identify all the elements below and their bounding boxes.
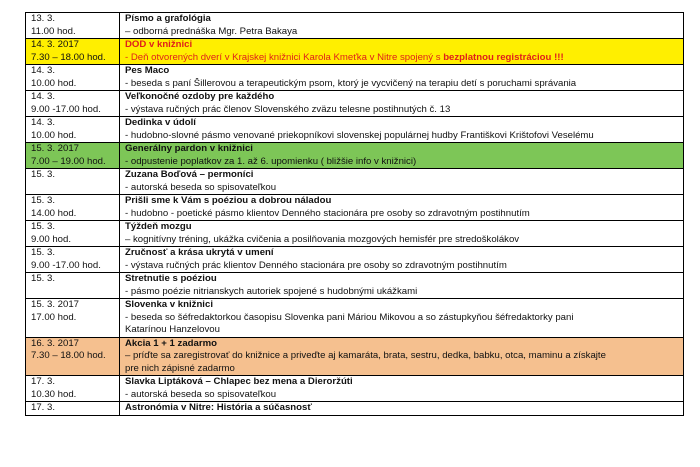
event-time: 10.30 hod.	[26, 389, 120, 402]
event-row-detail	[26, 234, 684, 247]
event-row-title	[26, 273, 684, 286]
event-date: 15. 3.	[26, 247, 120, 260]
event-rows	[26, 13, 684, 416]
event-date: 15. 3.	[26, 273, 120, 286]
event-time	[26, 415, 120, 416]
event-row-detail	[26, 78, 684, 91]
event-row-detail	[26, 130, 684, 143]
event-row-title	[26, 13, 684, 26]
event-title: Prišli sme k Vám s poéziou a dobrou náladou	[120, 195, 684, 208]
event-date: 15. 3. 2017	[26, 143, 120, 156]
event-description-text: - beseda so šéfredaktorkou časopisu Slovenka pani Máriou Mikovou a so zástupkyňou šéfredaktorky pani	[125, 311, 574, 323]
event-time	[26, 182, 120, 195]
event-description	[120, 415, 684, 416]
event-title: Zručnosť a krása ukrytá v umení	[120, 247, 684, 260]
event-title: Týždeň mozgu	[120, 221, 684, 234]
event-title: DOD v knižnici	[120, 39, 684, 52]
event-description	[120, 260, 684, 273]
event-row-detail	[26, 312, 684, 338]
event-description	[120, 389, 684, 402]
event-title: Dedinka v údolí	[120, 117, 684, 130]
event-title: Generálny pardon v knižnici	[120, 143, 684, 156]
event-date: 16. 3. 2017	[26, 337, 120, 350]
event-time: 9.00 hod.	[26, 234, 120, 247]
event-title: Slavka Liptáková – Chlapec bez mena a Dieroržúti	[120, 376, 684, 389]
event-description-continued: Katarínou Hanzelovou	[125, 324, 220, 335]
event-row-title	[26, 39, 684, 52]
event-description	[120, 78, 684, 91]
event-title: Veľkonočné ozdoby pre každého	[120, 91, 684, 104]
event-row-title	[26, 117, 684, 130]
event-description	[120, 208, 684, 221]
event-row-detail	[26, 260, 684, 273]
event-row-detail	[26, 389, 684, 402]
event-row-detail	[26, 286, 684, 299]
event-row-detail	[26, 104, 684, 117]
event-description	[120, 26, 684, 39]
event-title: Astronómia v Nitre: História a súčasnosť	[120, 402, 684, 415]
event-time: 17.00 hod.	[26, 312, 120, 338]
event-row-title	[26, 221, 684, 234]
event-title: Písmo a grafológia	[120, 13, 684, 26]
event-row-title	[26, 91, 684, 104]
event-description-text: - beseda s paní Šillerovou a terapeutickým psom, ktorý je vycvičený na terapiu detí s poruchami správania	[125, 77, 577, 89]
event-date: 15. 3.	[26, 221, 120, 234]
event-row-detail	[26, 208, 684, 221]
event-time: 7.30 – 18.00 hod.	[26, 350, 120, 376]
event-description	[120, 234, 684, 247]
event-row-detail	[26, 182, 684, 195]
event-description-text: - autorská beseda so spisovateľkou	[125, 388, 277, 400]
event-description	[120, 156, 684, 169]
event-description	[120, 182, 684, 195]
event-time: 9.00 -17.00 hod.	[26, 104, 120, 117]
event-description-text: – odborná prednáška Mgr. Petra Bakaya	[125, 25, 298, 37]
event-row-detail	[26, 415, 684, 416]
event-date: 15. 3.	[26, 195, 120, 208]
event-title: Zuzana Boďová – permoníci	[120, 169, 684, 182]
event-time	[26, 286, 120, 299]
event-description-text: - Deň otvorených dverí v Krajskej knižnici Karola Kmeťka v Nitre spojený s	[125, 51, 444, 63]
event-date: 14. 3.	[26, 91, 120, 104]
event-description	[120, 286, 684, 299]
event-description-text: - hudobno-slovné pásmo venované priekopníkovi slovenskej populárnej hudby Františkovi Krištofovi Veselému	[125, 129, 594, 141]
event-date: 17. 3.	[26, 402, 120, 415]
event-title: Pes Maco	[120, 65, 684, 78]
event-row-title	[26, 376, 684, 389]
event-time: 10.00 hod.	[26, 130, 120, 143]
event-time: 7.00 – 19.00 hod.	[26, 156, 120, 169]
event-row-title	[26, 402, 684, 415]
event-row-title	[26, 195, 684, 208]
event-description	[120, 52, 684, 65]
event-description-text: - odpustenie poplatkov za 1. až 6. upomienku ( bližšie info v knižnici)	[125, 155, 417, 167]
event-time: 14.00 hod.	[26, 208, 120, 221]
event-description	[120, 104, 684, 117]
event-table	[25, 12, 684, 416]
event-row-detail	[26, 52, 684, 65]
event-description-text: - výstava ručných prác klientov Denného stacionára pre osoby so zdravotným postihnutím	[125, 259, 507, 271]
event-description	[120, 130, 684, 143]
event-time: 9.00 -17.00 hod.	[26, 260, 120, 273]
event-row-detail	[26, 26, 684, 39]
event-date: 14. 3. 2017	[26, 39, 120, 52]
event-description-text: - výstava ručných prác členov Slovenského zväzu telesne postihnutých č. 13	[125, 103, 451, 115]
event-row-title	[26, 337, 684, 350]
event-description-text: - hudobno - poetické pásmo klientov Denného stacionára pre osoby so zdravotným postihnutím	[125, 207, 530, 219]
event-description	[120, 350, 684, 376]
event-date: 15. 3. 2017	[26, 299, 120, 312]
event-time: 7.30 – 18.00 hod.	[26, 52, 120, 65]
event-row-title	[26, 169, 684, 182]
event-row-title	[26, 65, 684, 78]
event-time: 10.00 hod.	[26, 78, 120, 91]
event-row-title	[26, 299, 684, 312]
event-date: 14. 3.	[26, 117, 120, 130]
event-title: Akcia 1 + 1 zadarmo	[120, 337, 684, 350]
event-description-text: - pásmo poézie nitrianskych autoriek spojené s hudobnými ukážkami	[125, 285, 418, 297]
event-date: 13. 3.	[26, 13, 120, 26]
event-description-text: - autorská beseda so spisovateľkou	[125, 181, 277, 193]
event-description-text: – príďte sa zaregistrovať do knižnice a priveďte aj kamaráta, brata, sestru, dedka, babku, otca, maminu a získajte	[125, 350, 606, 361]
event-row-title	[26, 143, 684, 156]
event-row-detail	[26, 156, 684, 169]
event-description-text: – kognitívny tréning, ukážka cvičenia a posilňovania mozgových hemisfér pre stredoškolákov	[125, 233, 520, 245]
event-description	[120, 312, 684, 338]
event-title: Stretnutie s poéziou	[120, 273, 684, 286]
event-description-continued: pre nich zápisné zadarmo	[125, 362, 235, 374]
event-date: 14. 3.	[26, 65, 120, 78]
event-date: 15. 3.	[26, 169, 120, 182]
event-row-detail	[26, 350, 684, 376]
event-title: Slovenka v knižnici	[120, 299, 684, 312]
event-time: 11.00 hod.	[26, 26, 120, 39]
event-date: 17. 3.	[26, 376, 120, 389]
event-description-highlight: bezplatnou registráciou !!!	[443, 51, 564, 63]
event-row-title	[26, 247, 684, 260]
